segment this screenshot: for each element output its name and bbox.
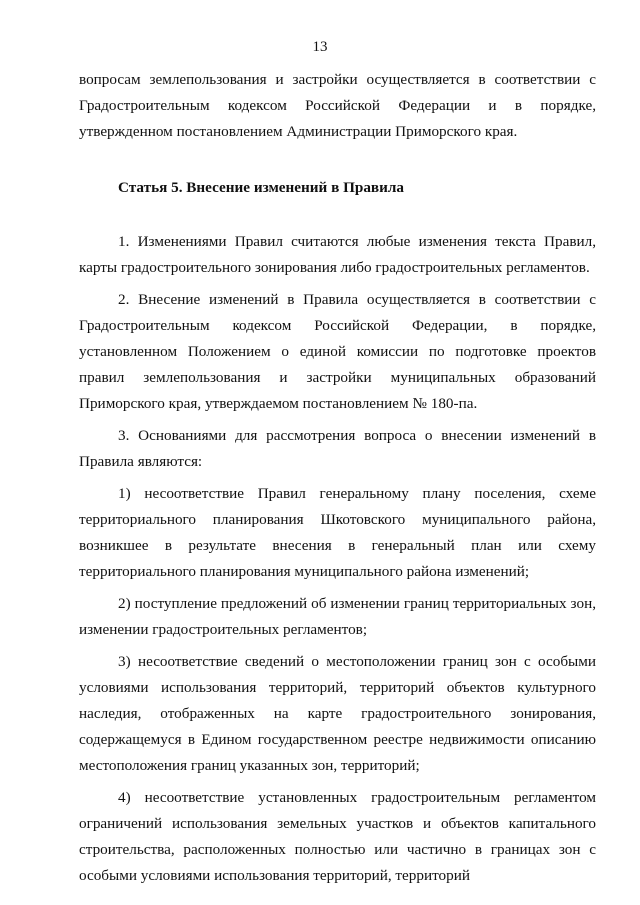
list-item-1: 1) несоответствие Правил генеральному плану поселения, схеме территориального планирования Шкотовского муниципального района, возникшее в результате внесения в генеральный план или схему территориального планирования муниципального района изменений; [79,485,596,580]
paragraph-2: 2. Внесение изменений в Правила осуществляется в соответствии с Градостроительным кодексом Российской Федерации, в порядке, установленном Положением о единой комиссии по подготовке проектов правил землепользования и застройки муниципальных образований Приморского края, утверждаемом постановлением № 180-па. [79,291,596,412]
list-item-2: 2) поступление предложений об изменении границ территориальных зон, изменении градостроительных регламентов; [79,595,596,638]
article-heading: Статья 5. Внесение изменений в Правила [118,179,405,196]
document-body [79,67,596,895]
list-item-4: 4) несоответствие установленных градостроительным регламентом ограничений использования земельных участков и объектов капитального строительства, расположенных полностью или частично в границах зон с особыми условиями использования территорий, территорий [79,789,596,884]
page-number: 13 [312,39,328,55]
paragraph-1: 1. Изменениями Правил считаются любые изменения текста Правил, карты градостроительного зонирования либо градостроительных регламентов. [79,233,596,276]
continuation-paragraph: вопросам землепользования и застройки осуществляется в соответствии с Градостроительным кодексом Российской Федерации и в порядке, утвержденном постановлением Администрации Приморского края. [79,71,596,140]
list-item-3: 3) несоответствие сведений о местоположении границ зон с особыми условиями использования территорий, территорий объектов культурного наследия, отображенных на карте градостроительного зонирования, содержащемуся в Едином государственном реестре недвижимости описанию местоположения границ указанных зон, территорий; [79,653,596,774]
paragraph-3: 3. Основаниями для рассмотрения вопроса о внесении изменений в Правила являются: [79,427,596,470]
